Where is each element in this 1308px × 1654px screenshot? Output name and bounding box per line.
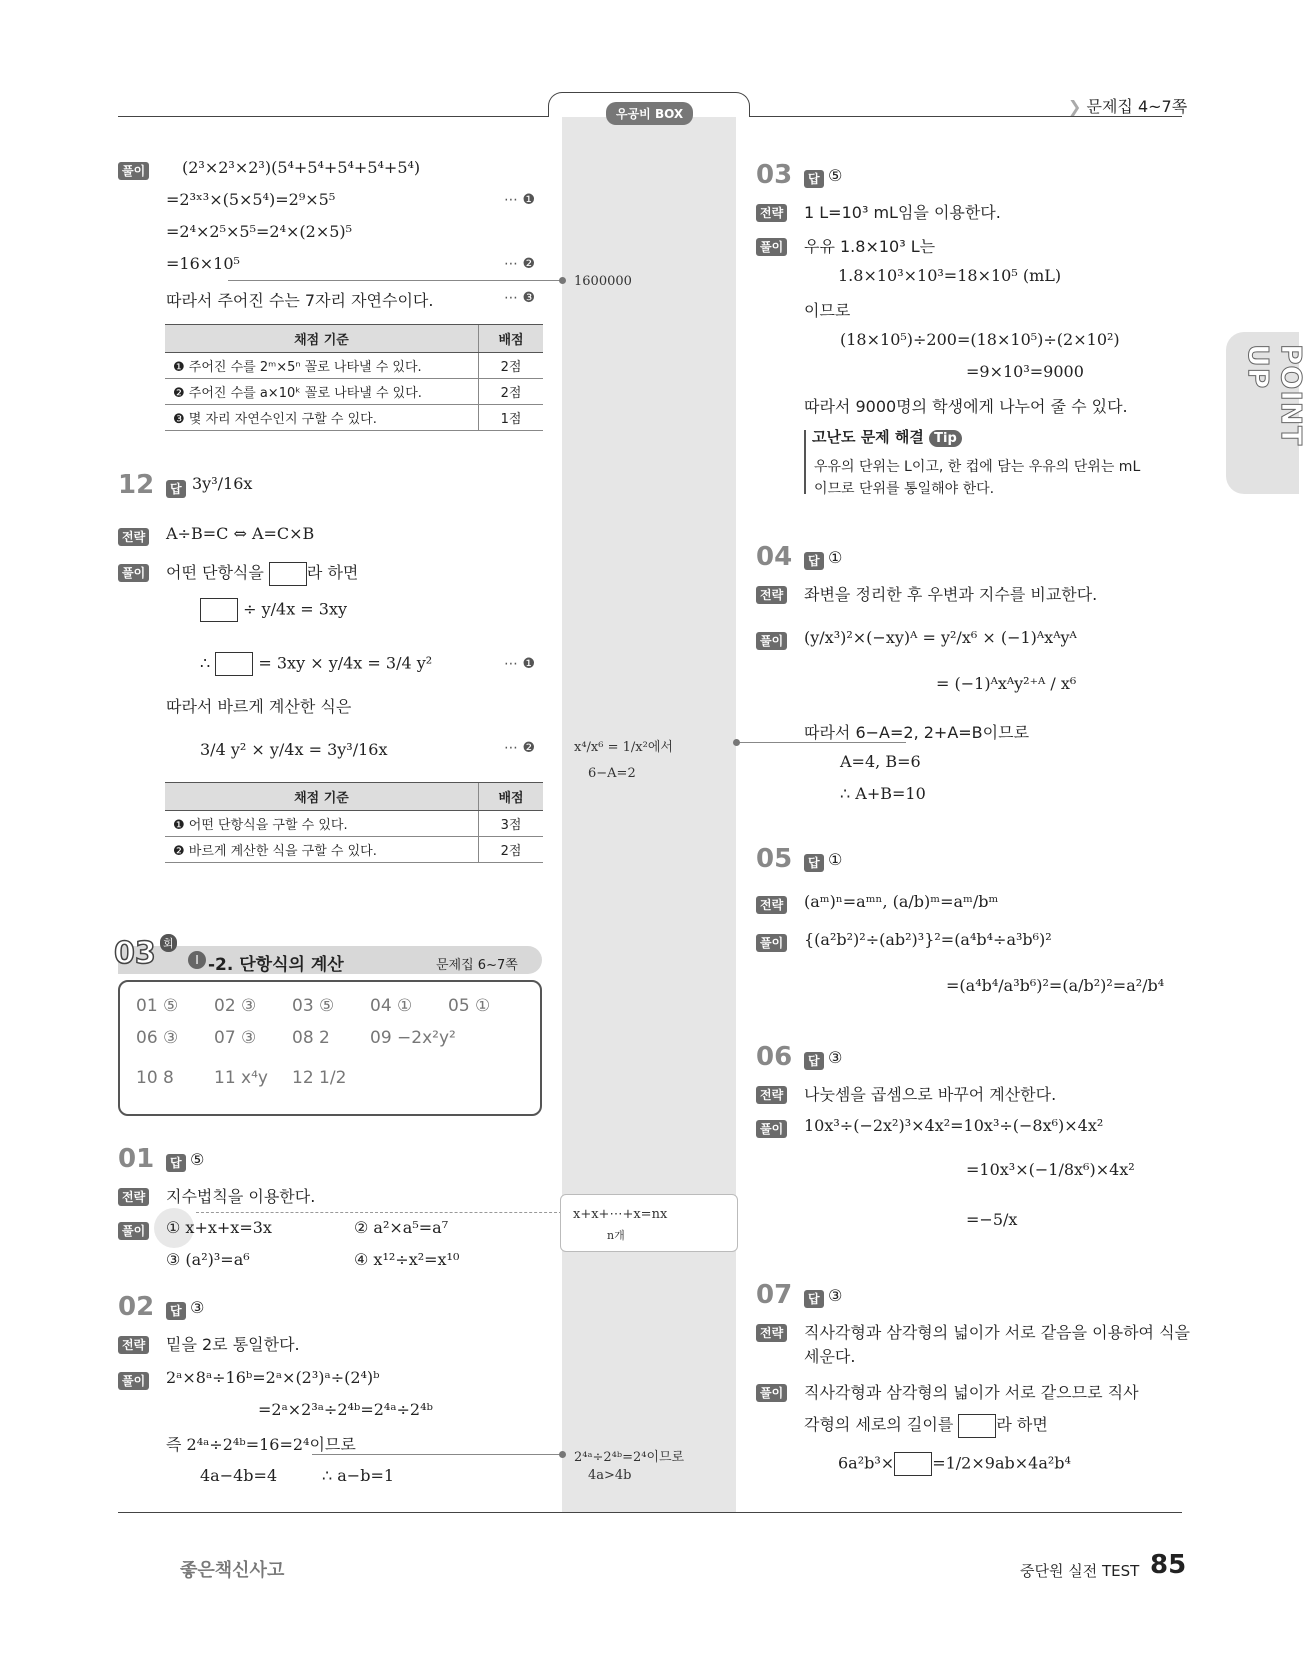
q02-answer: ③ — [190, 1298, 205, 1317]
q07-line-3: 6a²b³× =1/2×9ab×4a²b⁴ — [838, 1452, 1071, 1476]
note-dot-2 — [733, 739, 740, 746]
sol-tag: 풀이 — [118, 160, 149, 180]
q01-strategy-tag: 전략 — [118, 1186, 149, 1206]
q07-strategy-tag: 전략 — [756, 1322, 787, 1342]
q04-line-5: ∴ A+B=10 — [840, 784, 926, 803]
mark-1: ⋯ ❶ — [504, 192, 536, 208]
q03-answer: ⑤ — [828, 166, 843, 185]
ans-12: 12 1/2 — [292, 1068, 347, 1088]
q03-sol-tag: 풀이 — [756, 236, 787, 256]
note-3a: x+x+⋯+x=nx — [573, 1207, 668, 1222]
ans-09: 09 −2x²y² — [370, 1028, 456, 1048]
q03-strategy: 1 L=10³ mL임을 이용한다. — [804, 203, 1001, 222]
q06-line-1: 10x³÷(−2x²)³×4x²=10x³÷(−8x⁶)×4x² — [804, 1116, 1104, 1135]
ans-08: 08 2 — [292, 1028, 330, 1048]
table-row — [165, 405, 543, 431]
q02-line-4: 4a−4b=4 — [200, 1466, 278, 1485]
q03-strategy-tag: 전략 — [756, 202, 787, 222]
q06-number: 06 — [756, 1042, 793, 1072]
tip-bar — [804, 430, 806, 494]
ans-06: 06 ③ — [136, 1028, 179, 1048]
note-3-box — [560, 1194, 738, 1252]
table-cell: 1점 — [479, 405, 544, 431]
q05-sol-tag: 풀이 — [756, 932, 787, 952]
ans-07: 07 ③ — [214, 1028, 257, 1048]
page-ref-text: 문제집 4~7쪽 — [1086, 97, 1188, 116]
table-cell: ❶ 어떤 단항식을 구할 수 있다. — [165, 811, 479, 837]
q01-item-4: ④ x¹²÷x²=x¹⁰ — [354, 1250, 460, 1269]
tip-line-2: 이므로 단위를 통일해야 한다. — [814, 481, 995, 497]
q12-line-4: 따라서 바르게 계산한 식은 — [166, 697, 352, 716]
q04-line-4: A=4, B=6 — [840, 752, 921, 771]
q07-line-2: 각형의 세로의 길이를 라 하면 — [804, 1412, 1048, 1438]
q05-line-1: {(a²b²)²÷(ab²)³}²=(a⁴b⁴÷a³b⁶)² — [804, 930, 1052, 949]
q12-mark-2: ⋯ ❷ — [504, 740, 536, 756]
q01-sol-tag: 풀이 — [118, 1220, 149, 1240]
q05-number: 05 — [756, 844, 793, 874]
q05-ans-tag: 답 — [804, 852, 824, 872]
table-cell: ❶ 주어진 수를 2ᵐ×5ⁿ 꼴로 나타낼 수 있다. — [165, 353, 479, 379]
q07-strategy-2: 세운다. — [804, 1347, 856, 1366]
q06-line-3: =−5/x — [966, 1210, 1018, 1229]
table-head: 배점 — [479, 783, 544, 811]
q03-line-1: 우유 1.8×10³ L는 — [804, 237, 936, 256]
q02-strategy: 밑을 2로 통일한다. — [166, 1335, 300, 1354]
q03-line-2: 1.8×10³×10³=18×10⁵ (mL) — [838, 266, 1062, 285]
q05-line-2: =(a⁴b⁴/a³b⁶)²=(a/b²)²=a²/b⁴ — [946, 976, 1165, 995]
q12-mark-1: ⋯ ❶ — [504, 656, 536, 672]
q03-ans-tag: 답 — [804, 168, 824, 188]
mark-2: ⋯ ❷ — [504, 256, 536, 272]
q12-number: 12 — [118, 470, 155, 500]
q02-line-2: =2ᵃ×2³ᵃ÷2⁴ᵇ=2⁴ᵃ÷2⁴ᵇ — [258, 1400, 433, 1419]
note-3b: n개 — [607, 1229, 625, 1242]
note-2b: 6−A=2 — [588, 766, 636, 781]
q05-strategy-tag: 전략 — [756, 894, 787, 914]
tip-badge: Tip — [929, 430, 962, 447]
q02-number: 02 — [118, 1292, 155, 1322]
q03-line-5: =9×10³=9000 — [966, 362, 1084, 381]
page-ref: ❯ 문제집 4~7쪽 — [1068, 97, 1188, 116]
table-cell: 2점 — [479, 837, 544, 863]
table-row — [165, 811, 543, 837]
ans-02: 02 ③ — [214, 996, 257, 1016]
q04-line-3: 따라서 6−A=2, 2+A=B이므로 — [804, 723, 1030, 742]
q01-ans-tag: 답 — [166, 1152, 186, 1172]
section-badge: 03 — [114, 936, 156, 971]
q04-strategy-tag: 전략 — [756, 584, 787, 604]
table-cell: ❷ 주어진 수를 a×10ᵏ 꼴로 나타낼 수 있다. — [165, 379, 479, 405]
table-head: 채점 기준 — [165, 783, 479, 811]
q02-strategy-tag: 전략 — [118, 1334, 149, 1354]
note-dot-1 — [559, 277, 566, 284]
ans-03: 03 ⑤ — [292, 996, 335, 1016]
q02-line-3: 즉 2⁴ᵃ÷2⁴ᵇ=16=2⁴이므로 — [166, 1435, 356, 1454]
point-up-text: POINT UP — [1242, 344, 1308, 447]
table-row — [165, 353, 543, 379]
q07-sol-tag: 풀이 — [756, 1382, 787, 1402]
q06-sol-tag: 풀이 — [756, 1118, 787, 1138]
q04-line-1: (y/x³)²×(−xy)ᴬ = y²/x⁶ × (−1)ᴬxᴬyᴬ — [804, 628, 1077, 647]
note-1: 1600000 — [574, 274, 632, 289]
q05-answer: ① — [828, 850, 843, 869]
page-number: 85 — [1150, 1550, 1187, 1580]
q04-line-2: = (−1)ᴬxᴬy²⁺ᴬ / x⁶ — [936, 674, 1077, 693]
mark-3: ⋯ ❸ — [504, 290, 536, 306]
footer-rule — [118, 1512, 1182, 1513]
q06-ans-tag: 답 — [804, 1050, 824, 1070]
q03-line-6: 따라서 9000명의 학생에게 나누어 줄 수 있다. — [804, 397, 1128, 416]
q02-line-5: ∴ a−b=1 — [322, 1466, 395, 1485]
q01-number: 01 — [118, 1144, 155, 1174]
note-4b: 4a>4b — [588, 1468, 632, 1483]
q01-strategy: 지수법칙을 이용한다. — [166, 1187, 316, 1206]
table-cell: ❸ 몇 자리 자연수인지 구할 수 있다. — [165, 405, 479, 431]
table-cell: 2점 — [479, 353, 544, 379]
table-head: 채점 기준 — [165, 325, 479, 353]
leader-line-1 — [228, 280, 560, 281]
q03-line-3: 이므로 — [804, 301, 851, 320]
ans-10: 10 8 — [136, 1068, 174, 1088]
section-title: -2. 단항식의 계산 — [208, 955, 344, 975]
ans-04: 04 ① — [370, 996, 413, 1016]
prev-line-2: =2³ˣ³×(5×5⁴)=2⁹×5⁵ — [166, 190, 336, 209]
q12-sol-tag: 풀이 — [118, 562, 149, 582]
table-cell: 3점 — [479, 811, 544, 837]
q04-ans-tag: 답 — [804, 550, 824, 570]
box-label: 우공비 BOX — [606, 102, 693, 125]
section-ref: 문제집 6~7쪽 — [436, 958, 518, 973]
score-table-2 — [165, 782, 543, 863]
q12-strategy: A÷B=C ⇔ A=C×B — [166, 524, 315, 543]
q12-strategy-tag: 전략 — [118, 526, 149, 546]
q06-line-2: =10x³×(−1/8x⁶)×4x² — [966, 1160, 1135, 1179]
note-4a: 2⁴ᵃ÷2⁴ᵇ=2⁴이므로 — [574, 1450, 685, 1465]
q05-strategy: (aᵐ)ⁿ=aᵐⁿ, (a/b)ᵐ=aᵐ/bᵐ — [804, 892, 999, 911]
q06-strategy: 나눗셈을 곱셈으로 바꾸어 계산한다. — [804, 1085, 1057, 1104]
q01-answer: ⑤ — [190, 1150, 205, 1169]
section-badge-sup: 회 — [160, 934, 177, 952]
q04-sol-tag: 풀이 — [756, 630, 787, 650]
q04-strategy: 좌변을 정리한 후 우변과 지수를 비교한다. — [804, 585, 1098, 604]
q07-answer: ③ — [828, 1286, 843, 1305]
leader-line-2 — [736, 742, 906, 743]
ans-11: 11 x⁴y — [214, 1068, 268, 1088]
leader-line-4 — [312, 1454, 562, 1455]
table-row — [165, 837, 543, 863]
q01-item-2: ② a²×a⁵=a⁷ — [354, 1218, 449, 1237]
q12-line-5: 3/4 y² × y/4x = 3y³/16x — [200, 740, 388, 759]
score-table-1 — [165, 324, 543, 431]
table-cell: ❷ 바르게 계산한 식을 구할 수 있다. — [165, 837, 479, 863]
q12-line-3: ∴ = 3xy × y/4x = 3/4 y² — [200, 652, 432, 676]
point-up-tab — [1226, 332, 1308, 494]
publisher-logo: 좋은책신사고 — [180, 1560, 285, 1581]
q04-answer: ① — [828, 548, 843, 567]
q07-strategy-1: 직사각형과 삼각형의 넓이가 서로 같음을 이용하여 식을 — [804, 1323, 1191, 1342]
q07-number: 07 — [756, 1280, 793, 1310]
q01-item-1: ① x+x+x=3x — [166, 1218, 272, 1237]
table-head: 배점 — [479, 325, 544, 353]
q03-number: 03 — [756, 160, 793, 190]
answer-box — [118, 980, 542, 1116]
footer-label: 중단원 실전 TEST — [1020, 1562, 1140, 1580]
tip-line-1: 우유의 단위는 L이고, 한 컵에 담는 우유의 단위는 mL — [814, 459, 1141, 475]
q06-answer: ③ — [828, 1048, 843, 1067]
q03-line-4: (18×10⁵)÷200=(18×10⁵)÷(2×10²) — [840, 330, 1120, 349]
table-row — [165, 379, 543, 405]
note-strip — [562, 112, 736, 1512]
tip-title: 고난도 문제 해결 Tip — [812, 426, 962, 447]
q07-ans-tag: 답 — [804, 1288, 824, 1308]
q07-line-1: 직사각형과 삼각형의 넓이가 서로 같으므로 직사 — [804, 1383, 1139, 1402]
q12-ans-tag: 답 — [166, 478, 186, 498]
ans-01: 01 ⑤ — [136, 996, 179, 1016]
ans-05: 05 ① — [448, 996, 491, 1016]
section-roman: Ⅰ — [188, 951, 206, 969]
q01-item-3: ③ (a²)³=a⁶ — [166, 1250, 250, 1269]
q04-number: 04 — [756, 542, 793, 572]
q12-line-2: ÷ y/4x = 3xy — [200, 598, 347, 622]
q12-line-1: 어떤 단항식을 라 하면 — [166, 560, 358, 586]
leader-line-3 — [196, 1212, 562, 1213]
q12-answer: 3y³/16x — [192, 474, 253, 493]
q02-ans-tag: 답 — [166, 1300, 186, 1320]
prev-line-4: =16×10⁵ — [166, 254, 240, 273]
prev-line-5: 따라서 주어진 수는 7자리 자연수이다. — [166, 291, 434, 310]
note-dot-4 — [559, 1451, 566, 1458]
q02-sol-tag: 풀이 — [118, 1370, 149, 1390]
prev-line-1: (2³×2³×2³)(5⁴+5⁴+5⁴+5⁴+5⁴) — [182, 158, 421, 177]
q06-strategy-tag: 전략 — [756, 1084, 787, 1104]
prev-line-3: =2⁴×2⁵×5⁵=2⁴×(2×5)⁵ — [166, 222, 353, 241]
q02-line-1: 2ᵃ×8ᵃ÷16ᵇ=2ᵃ×(2³)ᵃ÷(2⁴)ᵇ — [166, 1368, 380, 1387]
note-2a: x⁴/x⁶ = 1/x²에서 — [574, 740, 673, 755]
table-cell: 2점 — [479, 379, 544, 405]
